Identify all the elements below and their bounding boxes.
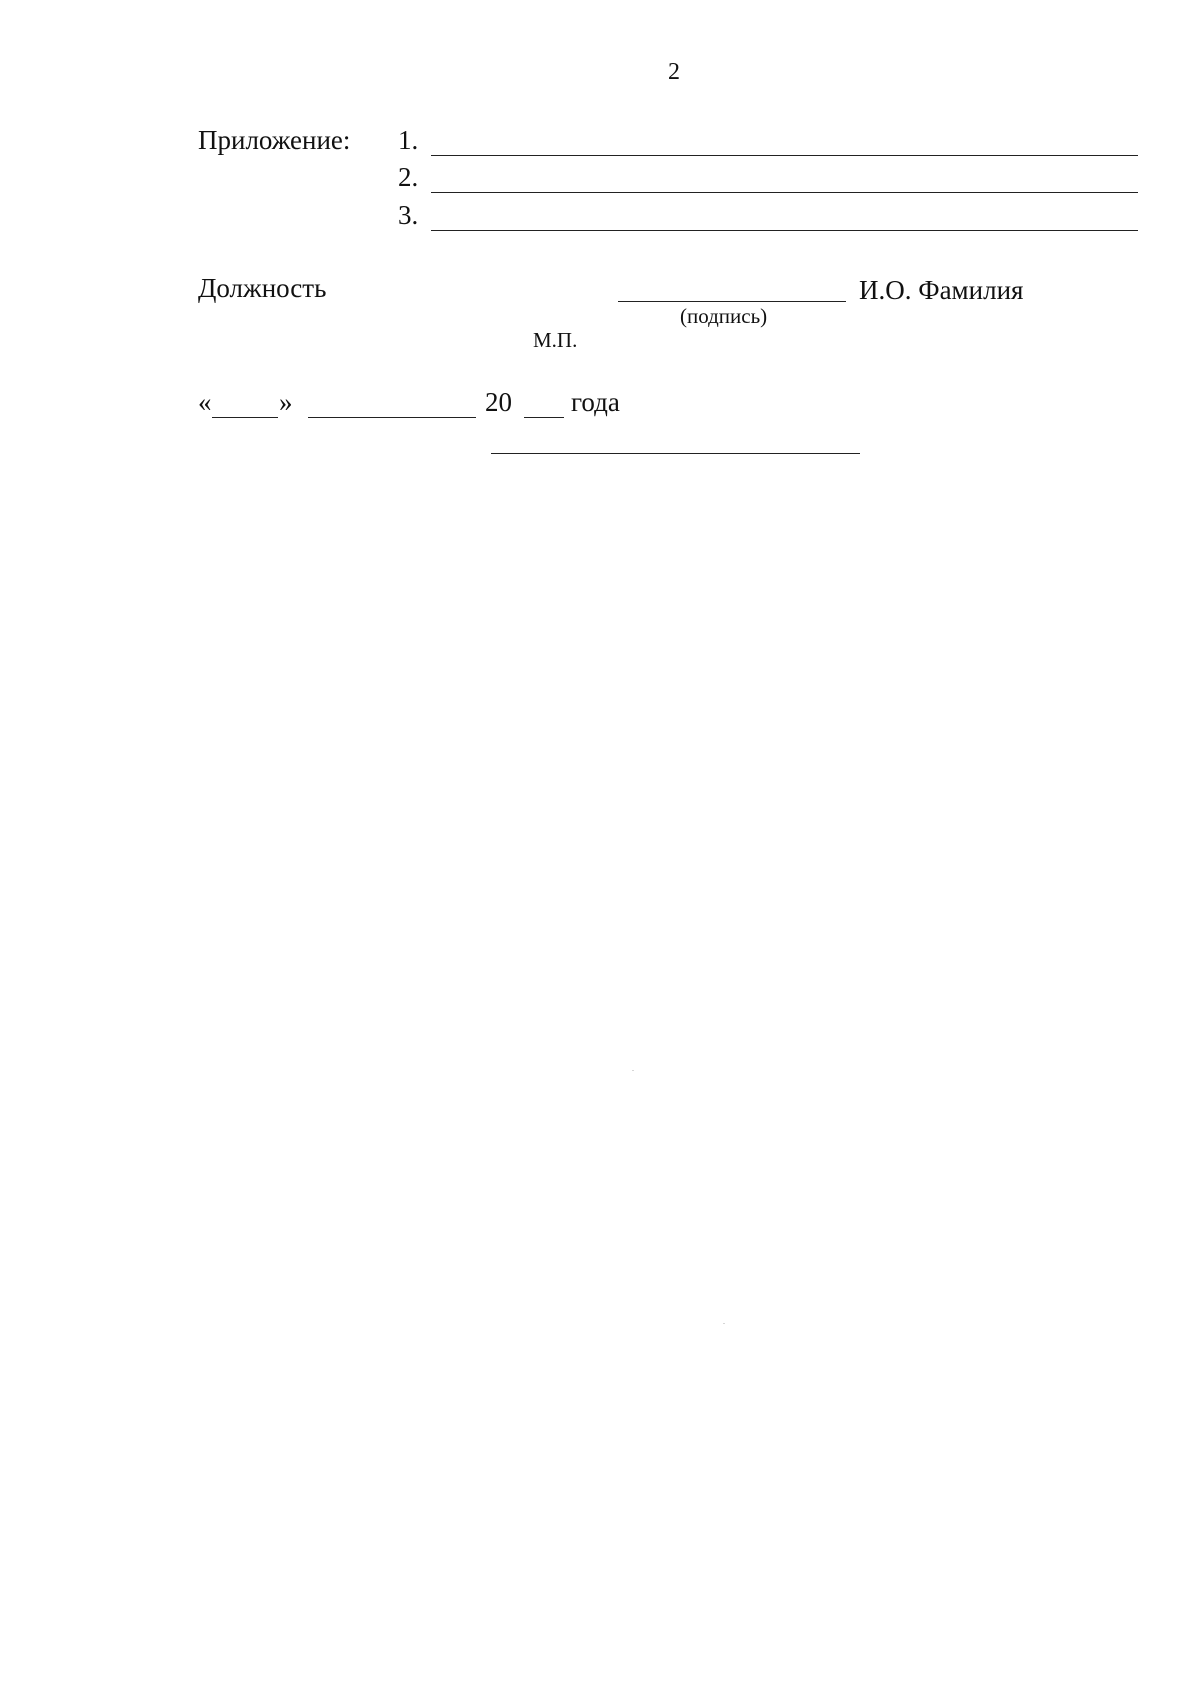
attachment-item-number: 2.: [398, 162, 419, 192]
page-number: 2: [668, 59, 680, 85]
date-close-quote: »: [279, 387, 293, 417]
attachment-fill-line: [431, 192, 1138, 193]
attachment-item-number: 3.: [398, 200, 419, 230]
attachment-fill-line: [431, 155, 1138, 156]
signer-full-name: И.О. Фамилия: [859, 275, 1024, 305]
scan-speck: [632, 1070, 634, 1071]
signature-line: [618, 301, 846, 302]
attachment-item-3: [398, 199, 1138, 233]
month-fill-line: [308, 417, 476, 418]
position-label: Должность: [198, 273, 327, 303]
attachment-item-2: [398, 161, 1138, 195]
date-century: 20: [485, 387, 512, 417]
attachments-label: Приложение:: [198, 125, 351, 155]
date-open-quote: «: [198, 387, 212, 417]
date-line: [198, 386, 718, 420]
day-fill-line: [212, 417, 278, 418]
year-fill-line: [524, 417, 564, 418]
closing-rule: [491, 453, 860, 454]
attachment-fill-line: [431, 230, 1138, 231]
date-year-word: года: [571, 387, 620, 417]
attachment-item-1: [398, 124, 1138, 158]
signature-caption: (подпись): [680, 304, 768, 328]
stamp-mark: М.П.: [533, 328, 578, 352]
attachment-item-number: 1.: [398, 125, 419, 155]
scan-speck: [723, 1323, 725, 1324]
